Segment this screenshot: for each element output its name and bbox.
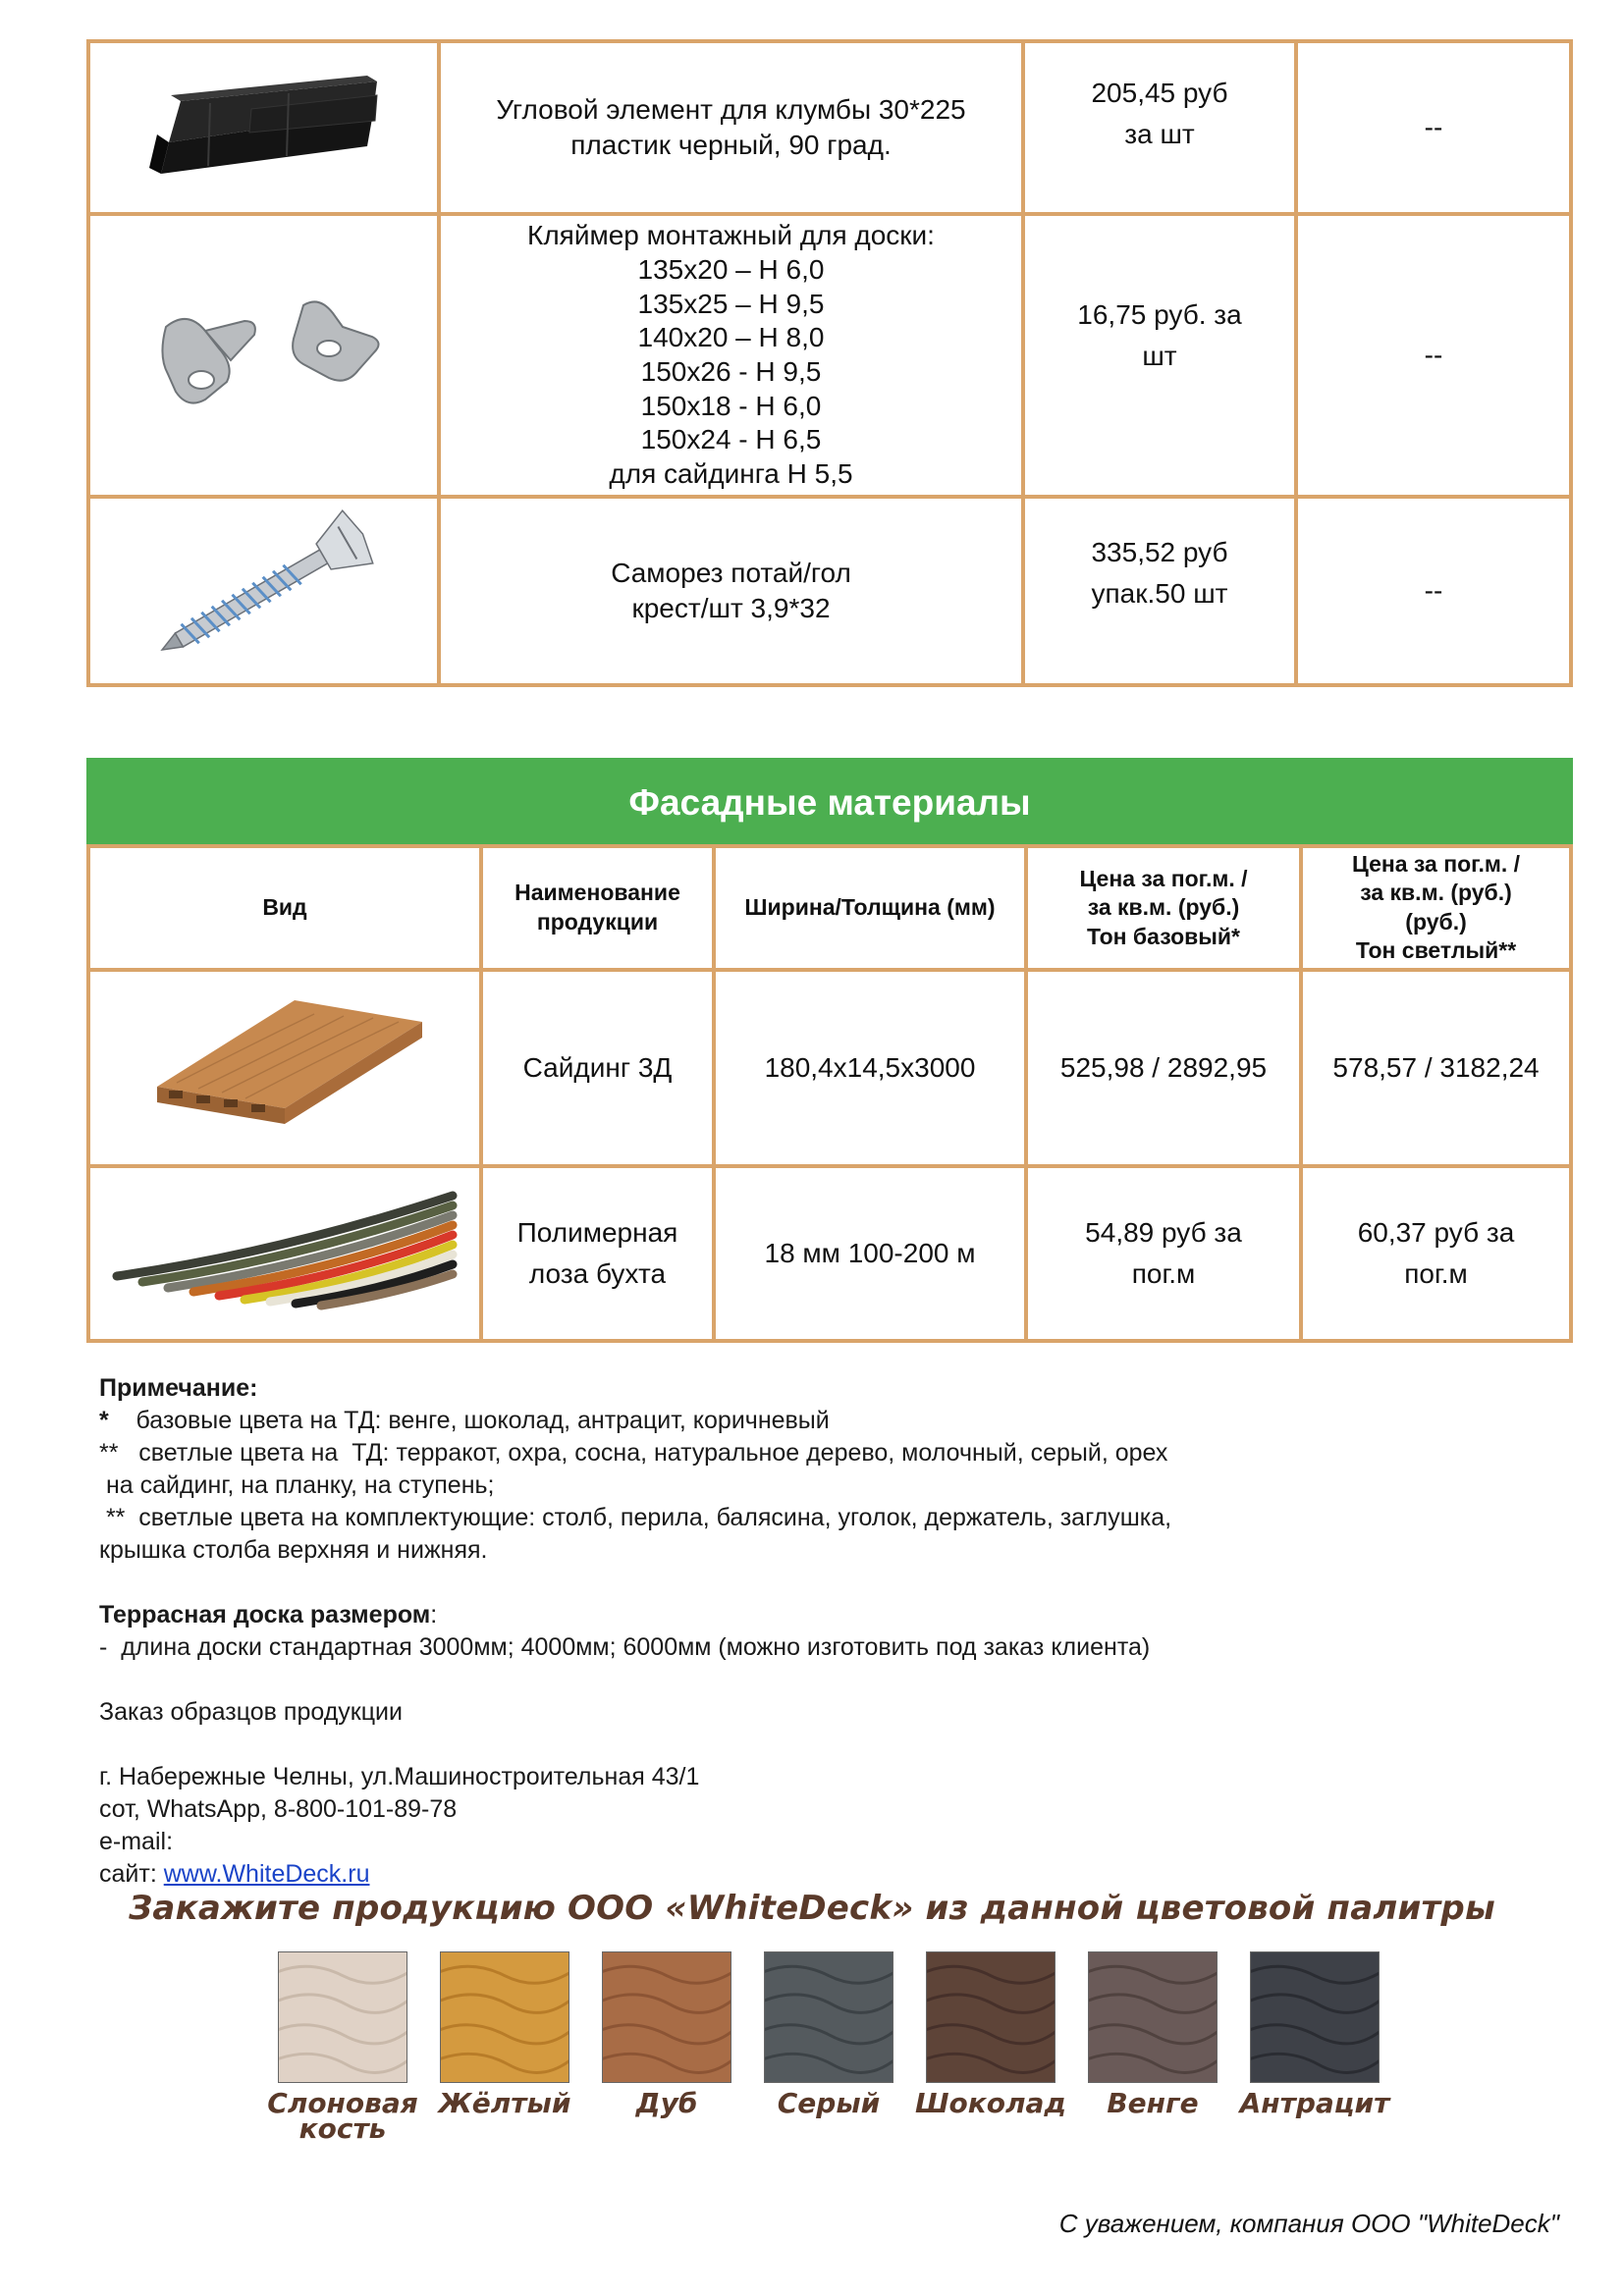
price-light: 578,57 / 3182,24 xyxy=(1301,970,1571,1166)
yellow-swatch-icon xyxy=(440,1951,569,2083)
closing-signature: С уважением, компания ООО "WhiteDeck" xyxy=(1058,2209,1559,2238)
name-line: Угловой элемент для клумбы 30*225 xyxy=(496,93,966,125)
ivory-swatch-icon xyxy=(278,1951,407,2083)
product-name xyxy=(439,497,1023,685)
header-name: Наименование продукции xyxy=(481,846,714,970)
swatch-chocolate: Шоколад xyxy=(926,1951,1056,2083)
name-line: 140х20 – Н 8,0 xyxy=(637,322,825,353)
palette-title: Закажите продукцию ООО «WhiteDeck» из данной цветовой палитры xyxy=(129,1889,1495,1928)
chocolate-swatch-icon xyxy=(926,1951,1056,2083)
terrace-heading: Террасная доска размером: xyxy=(99,1601,438,1629)
mounting-clip-icon xyxy=(136,292,392,419)
note-line: ** светлые цвета на комплектующие: столб, перила, балясина, уголок, держатель, заглушка, xyxy=(99,1504,1172,1531)
note-line: на сайдинг, на планку, на ступень; xyxy=(99,1471,495,1499)
site-link[interactable]: www.WhiteDeck.ru xyxy=(163,1860,370,1888)
swatch-anthracite: Антрацит xyxy=(1250,1951,1380,2083)
address-text: г. Набережные Челны, ул.Машиностроительная 43/1 xyxy=(99,1763,700,1790)
price-light: 60,37 руб за пог.м xyxy=(1301,1166,1571,1341)
product-name: Полимерная лоза бухта xyxy=(481,1166,714,1341)
email-label: e-mail: xyxy=(99,1828,174,1855)
header-size: Ширина/Толщина (мм) xyxy=(714,846,1026,970)
name-line: крест/шт 3,9*32 xyxy=(631,593,831,623)
product-name xyxy=(439,41,1023,214)
phone-text: сот, WhatsApp, 8-800-101-89-78 xyxy=(99,1795,458,1823)
price-base: 54,89 руб за пог.м xyxy=(1026,1166,1301,1341)
table-row xyxy=(88,1166,1571,1341)
product-size: 180,4х14,5х3000 xyxy=(714,970,1026,1166)
product-image-cell xyxy=(88,41,439,214)
table-row xyxy=(88,214,1571,497)
product-price xyxy=(1023,497,1296,685)
black-corner-profile-icon xyxy=(141,74,387,182)
polymer-rattan-strips-icon xyxy=(103,1184,466,1311)
price-line: 16,75 руб. за xyxy=(1077,299,1242,330)
name-line: 150х26 - Н 9,5 xyxy=(640,356,822,387)
header-price-base: Цена за пог.м. / за кв.м. (руб.) Тон базовый* xyxy=(1026,846,1301,970)
anthracite-swatch-icon xyxy=(1250,1951,1380,2083)
product-name: Сайдинг 3Д xyxy=(481,970,714,1166)
note-line: * базовые цвета на ТД: венге, шоколад, антрацит, коричневый xyxy=(99,1407,830,1434)
notes-section xyxy=(99,1372,1523,1891)
swatch-gray: Серый xyxy=(764,1951,893,2083)
notes-heading: Примечание: xyxy=(99,1374,258,1402)
terrace-line: - длина доски стандартная 3000мм; 4000мм; 6000мм (можно изготовить под заказ клиента) xyxy=(99,1633,1151,1661)
name-line: пластик черный, 90 град. xyxy=(570,130,892,160)
price-line: 205,45 руб xyxy=(1091,78,1228,108)
oak-swatch-icon xyxy=(602,1951,731,2083)
color-palette xyxy=(267,1951,1390,2145)
site-line: сайт: www.WhiteDeck.ru xyxy=(99,1860,370,1888)
swatch-oak: Дуб xyxy=(602,1951,731,2083)
name-line: Кляймер монтажный для доски: xyxy=(527,220,935,251)
product-image-cell xyxy=(88,1166,481,1341)
accessories-table xyxy=(86,39,1573,687)
price-line: за шт xyxy=(1124,119,1195,149)
name-line: 150х18 - Н 6,0 xyxy=(640,390,822,421)
product-price xyxy=(1023,41,1296,214)
product-extra: -- xyxy=(1296,497,1571,685)
name-line: 150х24 - Н 6,5 xyxy=(640,424,822,455)
product-image-cell xyxy=(88,970,481,1166)
facade-section-title: Фасадные материалы xyxy=(88,760,1571,846)
swatch-ivory: Слоновая кость xyxy=(278,1951,407,2083)
name-line: для сайдинга Н 5,5 xyxy=(609,458,853,490)
table-row xyxy=(88,970,1571,1166)
product-image-cell xyxy=(88,214,439,497)
name-line: Саморез потай/гол xyxy=(611,557,851,588)
name-line: 135х25 – Н 9,5 xyxy=(637,288,825,319)
note-line: ** светлые цвета на ТД: терракот, охра, сосна, натуральное дерево, молочный, серый, орех xyxy=(99,1439,1168,1467)
table-row xyxy=(88,497,1571,685)
table-header-row xyxy=(88,846,1571,970)
swatch-wenge: Венге xyxy=(1088,1951,1218,2083)
facade-table xyxy=(86,758,1573,1343)
samples-text: Заказ образцов продукции xyxy=(99,1698,403,1726)
price-line: 335,52 руб xyxy=(1091,537,1228,567)
name-line: 135х20 – Н 6,0 xyxy=(637,253,825,285)
product-price xyxy=(1023,214,1296,497)
price-line: шт xyxy=(1142,341,1177,371)
gray-swatch-icon xyxy=(764,1951,893,2083)
product-extra: -- xyxy=(1296,41,1571,214)
swatch-yellow: Жёлтый xyxy=(440,1951,569,2083)
table-row xyxy=(88,41,1571,214)
product-name xyxy=(439,214,1023,497)
note-line: крышка столба верхняя и нижняя. xyxy=(99,1536,488,1564)
wood-siding-panel-icon xyxy=(137,988,432,1136)
product-extra: -- xyxy=(1296,214,1571,497)
product-image-cell xyxy=(88,497,439,685)
product-size: 18 мм 100-200 м xyxy=(714,1166,1026,1341)
wenge-swatch-icon xyxy=(1088,1951,1218,2083)
header-price-light: Цена за пог.м. / за кв.м. (руб.) (руб.) Тон светлый** xyxy=(1301,846,1571,970)
header-view: Вид xyxy=(88,846,481,970)
price-base: 525,98 / 2892,95 xyxy=(1026,970,1301,1166)
price-line: упак.50 шт xyxy=(1091,578,1228,609)
self-tapping-screw-icon xyxy=(127,507,402,674)
